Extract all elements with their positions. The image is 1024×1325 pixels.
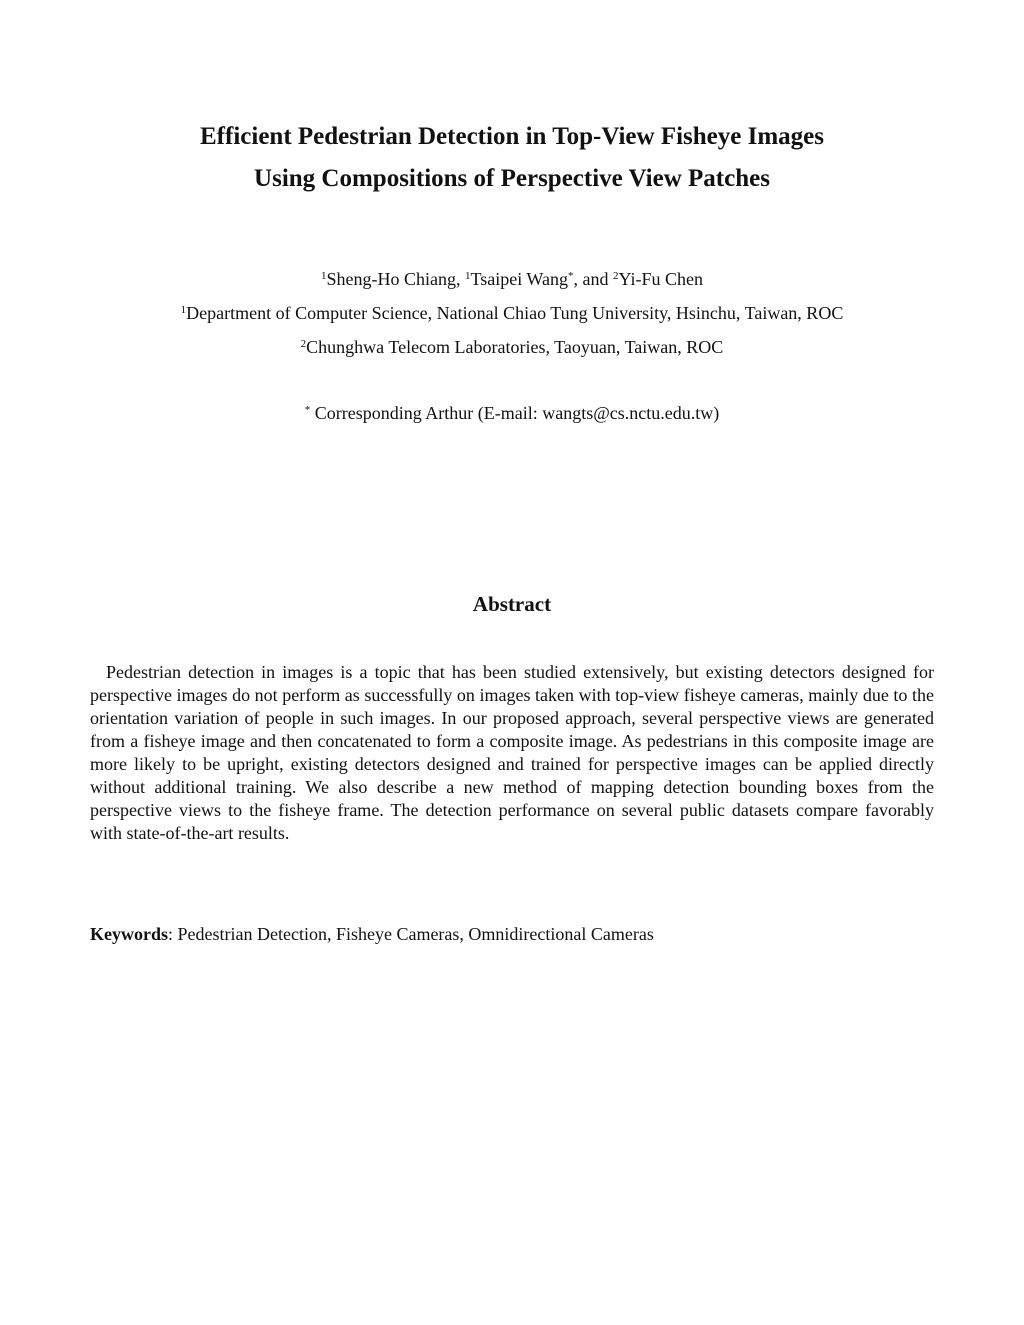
affiliation-1-text: Department of Computer Science, National Chiao Tung University, Hsinchu, Taiwan, ROC xyxy=(186,303,844,323)
corresponding-mark: * xyxy=(567,270,574,282)
author2-superscript: 1 xyxy=(465,270,471,282)
keywords-text: : Pedestrian Detection, Fisheye Cameras, Omnidirectional Cameras xyxy=(168,924,654,944)
abstract-heading: Abstract xyxy=(472,592,552,616)
author-1: Sheng-Ho Chiang, xyxy=(326,269,466,289)
author-2: Tsaipei Wang xyxy=(470,269,568,289)
author3-superscript: 2 xyxy=(612,270,619,282)
affiliation-1-superscript: 1 xyxy=(180,304,187,316)
keywords-line xyxy=(90,923,934,945)
abstract-body: Pedestrian detection in images is a topic that has been studied extensively, but existing detectors designed for perspective images do not perform as successfully on images taken with top-view fisheye cameras, mainly due to the orientation variation of people in such images. In our proposed approach, several perspective views are generated from a fisheye image and then concatenated to form a composite image. As pedestrians in this composite image are more likely to be upright, existing detectors designed and trained for perspective images can be applied directly without additional training. We also describe a new method of mapping detection bounding boxes from the perspective views to the fisheye frame. The detection performance on several public datasets compare favorably with state-of-the-art results. xyxy=(90,662,934,843)
affiliation-2 xyxy=(0,336,1024,358)
paper-title xyxy=(0,116,1024,200)
affiliation-1 xyxy=(0,302,1024,324)
author-connector: , and xyxy=(573,269,613,289)
corresponding-author-note xyxy=(0,402,1024,424)
title-line-1: Efficient Pedestrian Detection in Top-View Fisheye Images xyxy=(200,123,824,150)
corresponding-note-text: Corresponding Arthur (E-mail: wangts@cs.nctu.edu.tw) xyxy=(310,403,720,423)
author1-superscript: 1 xyxy=(321,270,327,282)
author-list xyxy=(0,268,1024,290)
keywords-label: Keywords xyxy=(90,924,168,944)
title-line-2: Using Compositions of Perspective View Patches xyxy=(254,165,770,192)
corresponding-note-mark: * xyxy=(304,404,311,416)
affiliation-2-text: Chunghwa Telecom Laboratories, Taoyuan, Taiwan, ROC xyxy=(306,337,724,357)
author-3: Yi-Fu Chen xyxy=(618,269,703,289)
affiliation-2-superscript: 2 xyxy=(300,338,307,350)
